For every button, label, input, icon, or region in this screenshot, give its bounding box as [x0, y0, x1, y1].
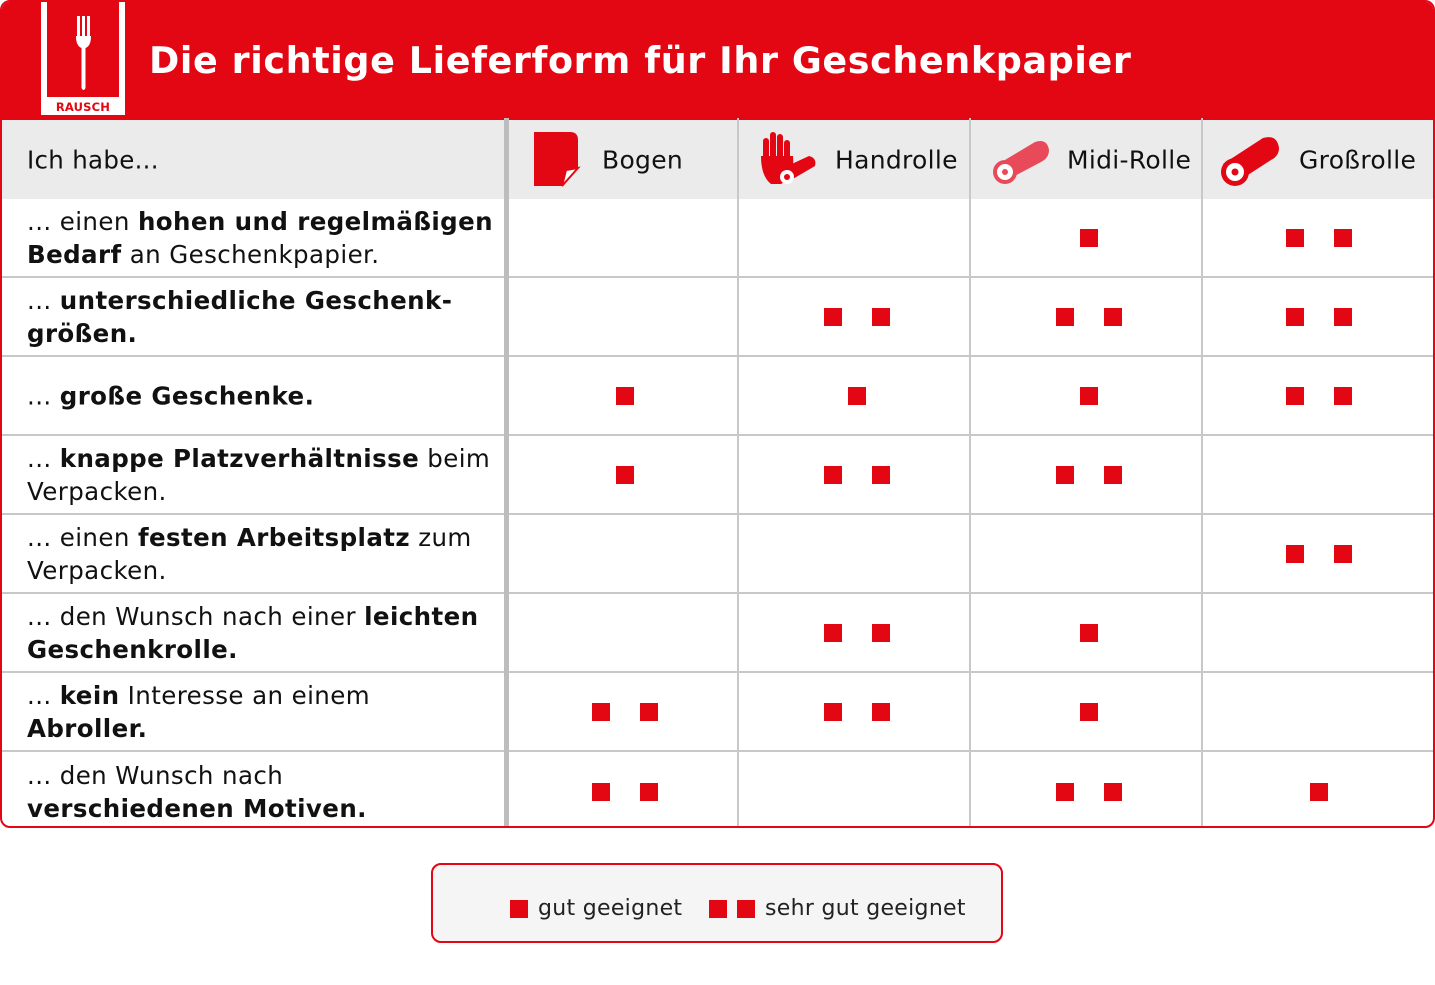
rating-marks: [741, 308, 973, 326]
rating-cell: [973, 515, 1205, 592]
rating-cell: [1205, 673, 1433, 750]
rating-cell: [1205, 436, 1433, 513]
rating-square-icon: [824, 624, 842, 642]
row-label: ... knappe Platzverhältnisse beim Verpacken.: [27, 443, 491, 506]
column-header-handrolle: [741, 120, 973, 199]
rating-square-icon: [1334, 387, 1352, 405]
rating-square-icon: [1080, 229, 1098, 247]
rating-cell: [508, 752, 741, 828]
page-title: Die richtige Lieferform für Ihr Geschenkpapier: [149, 39, 1132, 82]
table-row: [2, 594, 1433, 673]
rating-square-icon: [872, 703, 890, 721]
rating-cell: [508, 357, 741, 434]
row-label-cell: [2, 436, 508, 513]
rating-marks: [1205, 308, 1433, 326]
column-label: Bogen: [602, 145, 684, 174]
rating-square-icon: [1286, 545, 1304, 563]
rating-marks: [741, 624, 973, 642]
rating-square-icon: [1286, 229, 1304, 247]
row-label: ... den Wunsch nach einer leichten Geschenkrolle.: [27, 601, 479, 664]
rating-cell: [1205, 515, 1433, 592]
rating-square-icon: [1080, 624, 1098, 642]
table-row: [2, 752, 1433, 828]
rating-marks: [973, 308, 1205, 326]
rating-marks: [973, 229, 1205, 247]
rating-square-icon: [1310, 783, 1328, 801]
rating-square-icon: [709, 900, 727, 918]
rating-cell: [973, 673, 1205, 750]
column-divider: [504, 118, 509, 826]
rating-marks: [508, 703, 741, 721]
rating-cell: [973, 594, 1205, 671]
rating-square-icon: [848, 387, 866, 405]
row-label-cell: [2, 752, 508, 828]
row-label-cell: [2, 199, 508, 276]
rating-marks: [1205, 229, 1433, 247]
rating-square-icon: [1104, 308, 1122, 326]
rating-marks: [741, 466, 973, 484]
rating-cell: [741, 278, 973, 355]
row-label-cell: [2, 673, 508, 750]
rating-cell: [741, 199, 973, 276]
rating-cell: [508, 199, 741, 276]
large-roll-icon: [1217, 128, 1283, 194]
sheet-icon: [528, 128, 584, 194]
rating-cell: [1205, 752, 1433, 828]
column-header-bogen: [508, 120, 741, 199]
rating-marks: [508, 783, 741, 801]
rating-cell: [508, 436, 741, 513]
rating-cell: [973, 752, 1205, 828]
rating-cell: [1205, 594, 1433, 671]
table-row: [2, 199, 1433, 278]
rating-cell: [741, 436, 973, 513]
rating-cell: [1205, 278, 1433, 355]
row-label-cell: [2, 278, 508, 355]
rating-cell: [508, 515, 741, 592]
rating-cell: [1205, 357, 1433, 434]
rating-cell: [741, 594, 973, 671]
column-label: Handrolle: [835, 145, 958, 174]
rating-marks: [973, 387, 1205, 405]
row-label: ... kein Interesse an einem Abroller.: [27, 680, 370, 743]
row-label: ... einen festen Arbeitsplatz zum Verpacken.: [27, 522, 472, 585]
rating-square-icon: [1080, 387, 1098, 405]
rating-marks: [741, 387, 973, 405]
row-label: ... einen hohen und regelmäßigen Bedarf an Geschenkpapier.: [27, 206, 493, 269]
hand-roll-icon: [755, 128, 821, 194]
column-header-großrolle: [1205, 120, 1433, 199]
rating-cell: [973, 199, 1205, 276]
rating-square-icon: [592, 783, 610, 801]
legend: [431, 863, 1003, 943]
rating-square-icon: [1334, 308, 1352, 326]
table-row: [2, 515, 1433, 594]
rating-cell: [973, 436, 1205, 513]
column-divider: [969, 118, 971, 826]
rating-cell: [508, 594, 741, 671]
row-label: ... den Wunsch nach verschiedenen Motiven.: [27, 760, 367, 823]
rating-square-icon: [1080, 703, 1098, 721]
rating-marks: [973, 624, 1205, 642]
rating-square-icon: [872, 308, 890, 326]
rating-marks: [973, 466, 1205, 484]
header-cell-question: [2, 120, 508, 199]
rating-square-icon: [872, 466, 890, 484]
rating-square-icon: [616, 387, 634, 405]
rating-square-icon: [616, 466, 634, 484]
logo-emblem: [47, 2, 119, 97]
table-row: [2, 278, 1433, 357]
column-label: Großrolle: [1299, 145, 1417, 174]
logo-text: RAUSCH: [55, 100, 111, 114]
rating-square-icon: [824, 703, 842, 721]
column-label: Midi-Rolle: [1067, 145, 1192, 174]
column-divider: [1201, 118, 1203, 826]
rating-cell: [741, 752, 973, 828]
rating-marks: [1205, 783, 1433, 801]
column-header-midi-rolle: [973, 120, 1205, 199]
rating-marks: [973, 783, 1205, 801]
rating-square-icon: [1056, 466, 1074, 484]
rating-marks: [973, 703, 1205, 721]
rating-square-icon: [824, 466, 842, 484]
rating-square-icon: [510, 900, 528, 918]
fork-r-icon: [47, 2, 119, 97]
rating-square-icon: [1056, 308, 1074, 326]
table-row: [2, 673, 1433, 752]
rating-marks: [1205, 387, 1433, 405]
column-divider: [737, 118, 739, 826]
rating-cell: [508, 278, 741, 355]
rating-cell: [741, 673, 973, 750]
rating-square-icon: [737, 900, 755, 918]
row-label: ... unterschiedliche Geschenk-größen.: [27, 285, 453, 348]
rating-marks: [741, 703, 973, 721]
rating-square-icon: [824, 308, 842, 326]
rating-cell: [973, 357, 1205, 434]
rating-square-icon: [1104, 466, 1122, 484]
rating-square-icon: [640, 783, 658, 801]
midi-roll-icon: [987, 128, 1053, 194]
rating-cell: [508, 673, 741, 750]
rating-cell: [973, 278, 1205, 355]
legend-good: [510, 896, 682, 921]
rating-square-icon: [1286, 387, 1304, 405]
row-label-cell: [2, 594, 508, 671]
rating-square-icon: [592, 703, 610, 721]
row-label-cell: [2, 357, 508, 434]
rating-square-icon: [872, 624, 890, 642]
first-column-header: Ich habe...: [27, 145, 159, 174]
row-label: ... große Geschenke.: [27, 381, 315, 410]
rating-square-icon: [1334, 229, 1352, 247]
rating-cell: [1205, 199, 1433, 276]
rating-square-icon: [1334, 545, 1352, 563]
rating-marks: [508, 466, 741, 484]
legend-very-good: [709, 896, 966, 921]
rating-cell: [741, 357, 973, 434]
legend-good-label: gut geeignet: [538, 896, 683, 921]
table-row: [2, 357, 1433, 436]
rating-square-icon: [1056, 783, 1074, 801]
rating-square-icon: [1104, 783, 1122, 801]
table-header-row: [2, 120, 1433, 199]
row-label-cell: [2, 515, 508, 592]
rating-cell: [741, 515, 973, 592]
rating-marks: [508, 387, 741, 405]
legend-very-good-label: sehr gut geeignet: [765, 896, 966, 921]
title-banner: [2, 2, 1433, 120]
rating-square-icon: [1286, 308, 1304, 326]
rating-square-icon: [640, 703, 658, 721]
rausch-logo: [41, 2, 125, 115]
table-row: [2, 436, 1433, 515]
rating-marks: [1205, 545, 1433, 563]
